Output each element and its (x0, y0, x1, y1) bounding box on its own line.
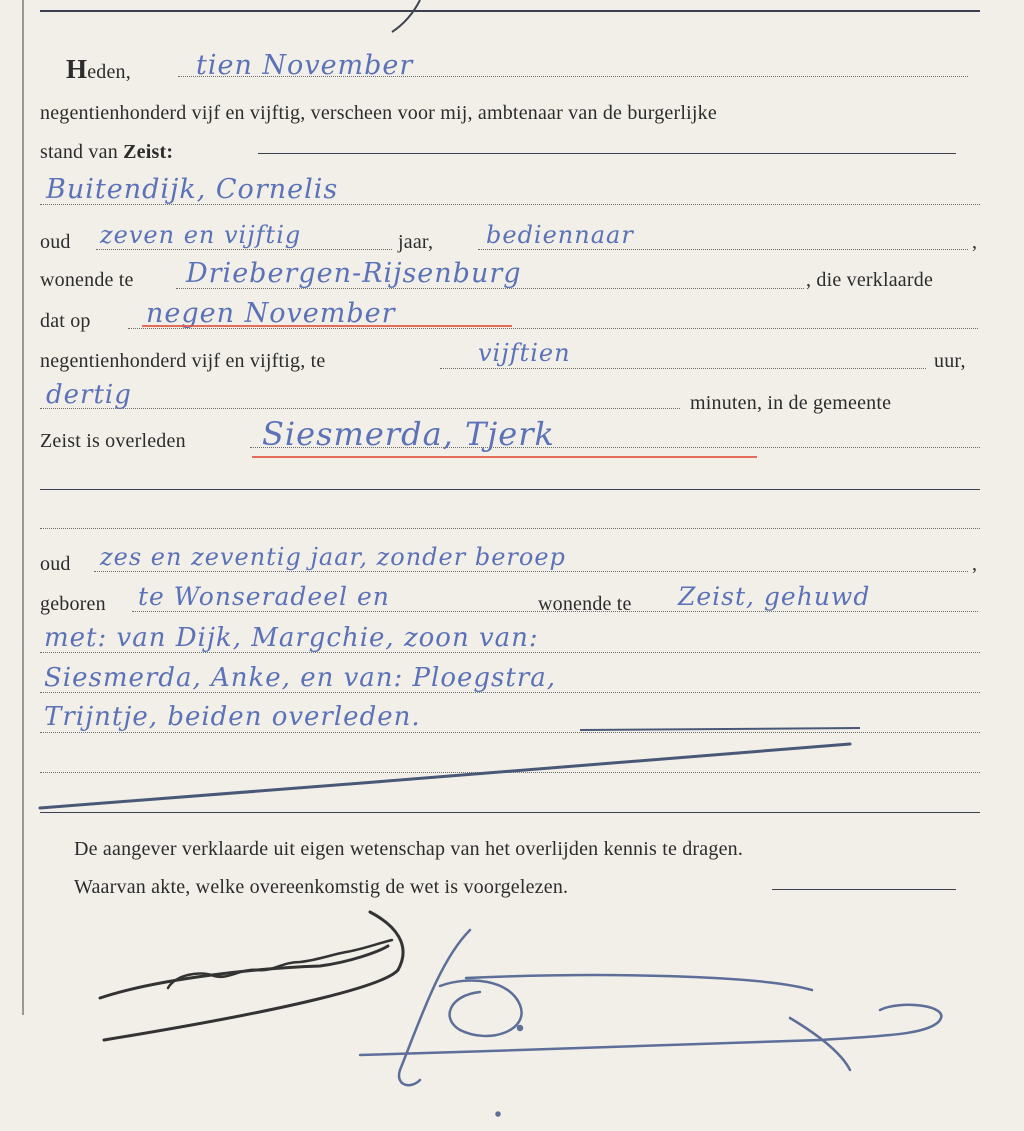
label-zeist: Zeist: (123, 141, 174, 163)
top-pen-stroke (392, 0, 420, 32)
label-die-verklaarde: , die verklaarde (806, 269, 934, 291)
label-stand-van-text: stand van (40, 141, 118, 163)
text-closing-1: De aangever verklaarde uit eigen wetenschap van het overlijden kennis te dragen. (74, 838, 744, 860)
hw-father-line: Siesmerda, Anke, en van: Ploegstra, (44, 663, 557, 693)
hw-date: tien November (196, 50, 414, 81)
hw-mother-line: Trijntje, beiden overleden. (44, 702, 421, 732)
hw-deceased-age: zes en zeventig jaar, zonder beroep (100, 543, 566, 571)
label-comma: , (972, 231, 978, 253)
hw-minutes: dertig (46, 380, 132, 410)
label-minuten: minuten, in de gemeente (690, 392, 892, 414)
hw-residence: Driebergen-Rijsenburg (186, 258, 522, 289)
hw-age: zeven en vijftig (100, 221, 302, 249)
heden-rest: eden, (87, 61, 131, 83)
hw-declarant: Buitendijk, Cornelis (46, 174, 339, 205)
official-signature (360, 930, 941, 1116)
hw-occupation: bediennaar (486, 221, 634, 249)
label-dat-op: dat op (40, 310, 91, 332)
cancel-stroke (40, 744, 850, 808)
label-jaar: jaar, (398, 231, 434, 253)
label-wonende-te: wonende te (40, 269, 134, 291)
hw-residence-2: Zeist, gehuwd (678, 582, 871, 611)
label-uur: uur, (934, 350, 966, 372)
declarant-signature (100, 912, 403, 1040)
label-oud-2: oud (40, 553, 71, 575)
text-line2: negentienhonderd vijf en vijftig, verscheen voor mij, ambtenaar van de burgerlijke (40, 102, 717, 124)
hw-spouse-line: met: van Dijk, Margchie, zoon van: (44, 623, 539, 653)
heden-initial: H (66, 54, 88, 84)
hw-deceased: Siesmerda, Tjerk (262, 415, 555, 453)
label-wonende-te-2: wonende te (538, 593, 632, 615)
label-geboren: geboren (40, 593, 106, 615)
label-zeist-overleden: Zeist is overleden (40, 430, 186, 452)
hw-death-date: negen November (146, 298, 396, 329)
hw-hour: vijftien (478, 339, 571, 367)
cancel-stroke-head (580, 728, 860, 730)
label-oud: oud (40, 231, 71, 253)
label-comma-2: , (972, 553, 978, 575)
hw-birthplace: te Wonseradeel en (138, 582, 390, 611)
label-line-uur: negentienhonderd vijf en vijftig, te (40, 350, 326, 372)
text-closing-2: Waarvan akte, welke overeenkomstig de wet is voorgelezen. (74, 876, 569, 898)
